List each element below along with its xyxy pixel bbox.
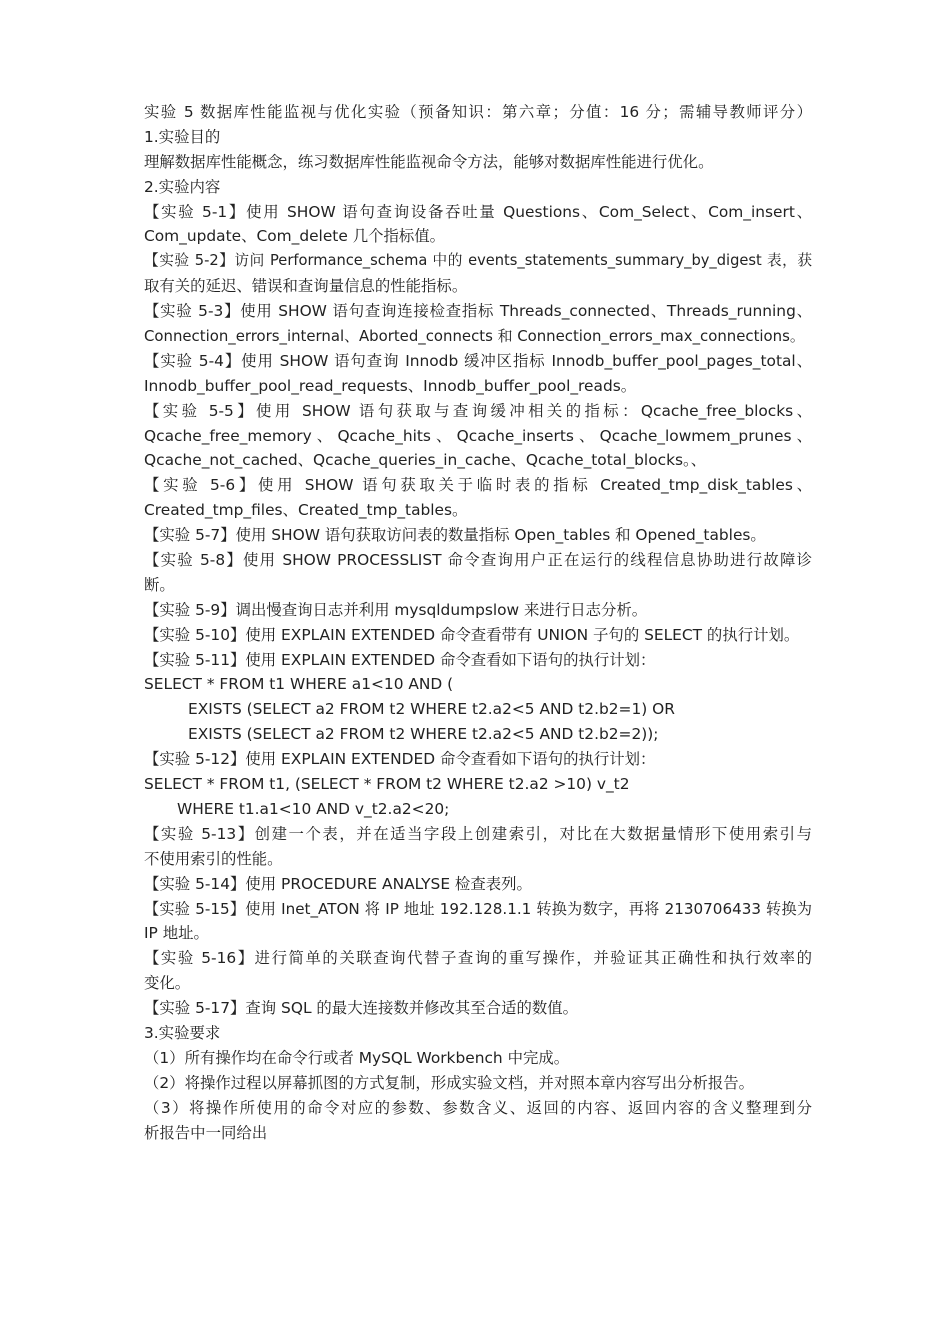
experiment-5-6-line-2: Created_tmp_files、Created_tmp_tables。: [144, 501, 468, 520]
requirement-2: （2）将操作过程以屏幕抓图的方式复制，形成实验文档，并对照本章内容写出分析报告。: [144, 1073, 755, 1092]
experiment-5-5-line-1: 【实验 5-5】使用 SHOW 语句获取与查询缓冲相关的指标：Qcache_free_blocks、: [144, 401, 812, 420]
experiment-5-2-line-1: 【实验 5-2】访问 Performance_schema 中的 events_statements_summary_by_digest 表，获: [144, 252, 812, 270]
experiment-5-16-line-1: 【实验 5-16】进行简单的关联查询代替子查询的重写操作，并验证其正确性和执行效率的: [144, 949, 812, 968]
experiment-5-15-line-2: IP 地址。: [144, 924, 209, 943]
code-line: EXISTS (SELECT a2 FROM t2 WHERE t2.a2<5 AND t2.b2=1) OR: [188, 700, 675, 719]
section-heading-content: 2.实验内容: [144, 177, 221, 196]
experiment-5-13-line-1: 【实验 5-13】创建一个表，并在适当字段上创建索引，对比在大数据量情形下使用索引与: [144, 824, 812, 843]
code-line: EXISTS (SELECT a2 FROM t2 WHERE t2.a2<5 AND t2.b2=2));: [188, 725, 659, 744]
experiment-5-4-line-1: 【实验 5-4】使用 SHOW 语句查询 Innodb 缓冲区指标 Innodb_buffer_pool_pages_total、: [144, 351, 812, 370]
experiment-5-3-line-1: 【实验 5-3】使用 SHOW 语句查询连接检查指标 Threads_connected、Threads_running、: [144, 302, 812, 321]
experiment-5-6-line-1: 【实验 5-6】使用 SHOW 语句获取关于临时表的指标 Created_tmp_disk_tables、: [144, 476, 812, 495]
section-heading-requirements: 3.实验要求: [144, 1023, 221, 1042]
experiment-5-11-line-1: 【实验 5-11】使用 EXPLAIN EXTENDED 命令查看如下语句的执行计划：: [144, 650, 656, 669]
experiment-5-1-line-2: Com_update、Com_delete 几个指标值。: [144, 227, 446, 246]
experiment-5-17-line-1: 【实验 5-17】查询 SQL 的最大连接数并修改其至合适的数值。: [144, 999, 579, 1018]
document-page: [144, 100, 812, 1145]
purpose-text: 理解数据库性能概念，练习数据库性能监视命令方法，能够对数据库性能进行优化。: [144, 152, 714, 171]
section-heading-purpose: 1.实验目的: [144, 127, 221, 146]
experiment-5-8-line-2: 断。: [144, 575, 175, 594]
experiment-5-7-line-1: 【实验 5-7】使用 SHOW 语句获取访问表的数量指标 Open_tables 和 Opened_tables。: [144, 526, 766, 545]
experiment-title: 实验 5 数据库性能监视与优化实验（预备知识：第六章；分值：16 分；需辅导教师评分）: [144, 103, 812, 121]
experiment-5-12-line-1: 【实验 5-12】使用 EXPLAIN EXTENDED 命令查看如下语句的执行计划：: [144, 750, 656, 769]
experiment-5-4-line-2: Innodb_buffer_pool_read_requests、Innodb_buffer_pool_reads。: [144, 376, 637, 395]
experiment-5-16-line-2: 变化。: [144, 974, 191, 993]
experiment-5-13-line-2: 不使用索引的性能。: [144, 849, 283, 868]
code-line: SELECT * FROM t1, (SELECT * FROM t2 WHERE t2.a2 >10) v_t2: [144, 775, 630, 794]
experiment-5-5-line-2: Qcache_free_memory 、 Qcache_hits 、 Qcache_inserts 、 Qcache_lowmem_prunes 、: [144, 426, 812, 445]
experiment-5-9-line-1: 【实验 5-9】调出慢查询日志并利用 mysqldumpslow 来进行日志分析。: [144, 600, 648, 619]
experiment-5-15-line-1: 【实验 5-15】使用 Inet_ATON 将 IP 地址 192.128.1.1 转换为数字，再将 2130706433 转换为: [144, 899, 812, 918]
requirement-1: （1）所有操作均在命令行或者 MySQL Workbench 中完成。: [144, 1048, 570, 1067]
experiment-5-1-line-1: 【实验 5-1】使用 SHOW 语句查询设备吞吐量 Questions、Com_Select、Com_insert、: [144, 202, 812, 221]
code-line: SELECT * FROM t1 WHERE a1<10 AND (: [144, 675, 454, 694]
requirement-3-line-1: （3）将操作所使用的命令对应的参数、参数含义、返回的内容、返回内容的含义整理到分: [144, 1098, 812, 1117]
requirement-3-line-2: 析报告中一同给出: [144, 1123, 268, 1142]
code-line: WHERE t1.a1<10 AND v_t2.a2<20;: [177, 799, 450, 818]
experiment-5-14-line-1: 【实验 5-14】使用 PROCEDURE ANALYSE 检查表列。: [144, 874, 532, 893]
experiment-5-8-line-1: 【实验 5-8】使用 SHOW PROCESSLIST 命令查询用户正在运行的线程信息协助进行故障诊: [144, 551, 812, 570]
experiment-5-3-line-2: Connection_errors_internal、Aborted_connects 和 Connection_errors_max_connections。: [144, 327, 805, 346]
experiment-5-10-line-1: 【实验 5-10】使用 EXPLAIN EXTENDED 命令查看带有 UNION 子句的 SELECT 的执行计划。: [144, 625, 800, 644]
experiment-5-5-line-3: Qcache_not_cached、Qcache_queries_in_cache、Qcache_total_blocks。、: [144, 451, 707, 470]
experiment-5-2-line-2: 取有关的延迟、错误和查询量信息的性能指标。: [144, 277, 468, 296]
